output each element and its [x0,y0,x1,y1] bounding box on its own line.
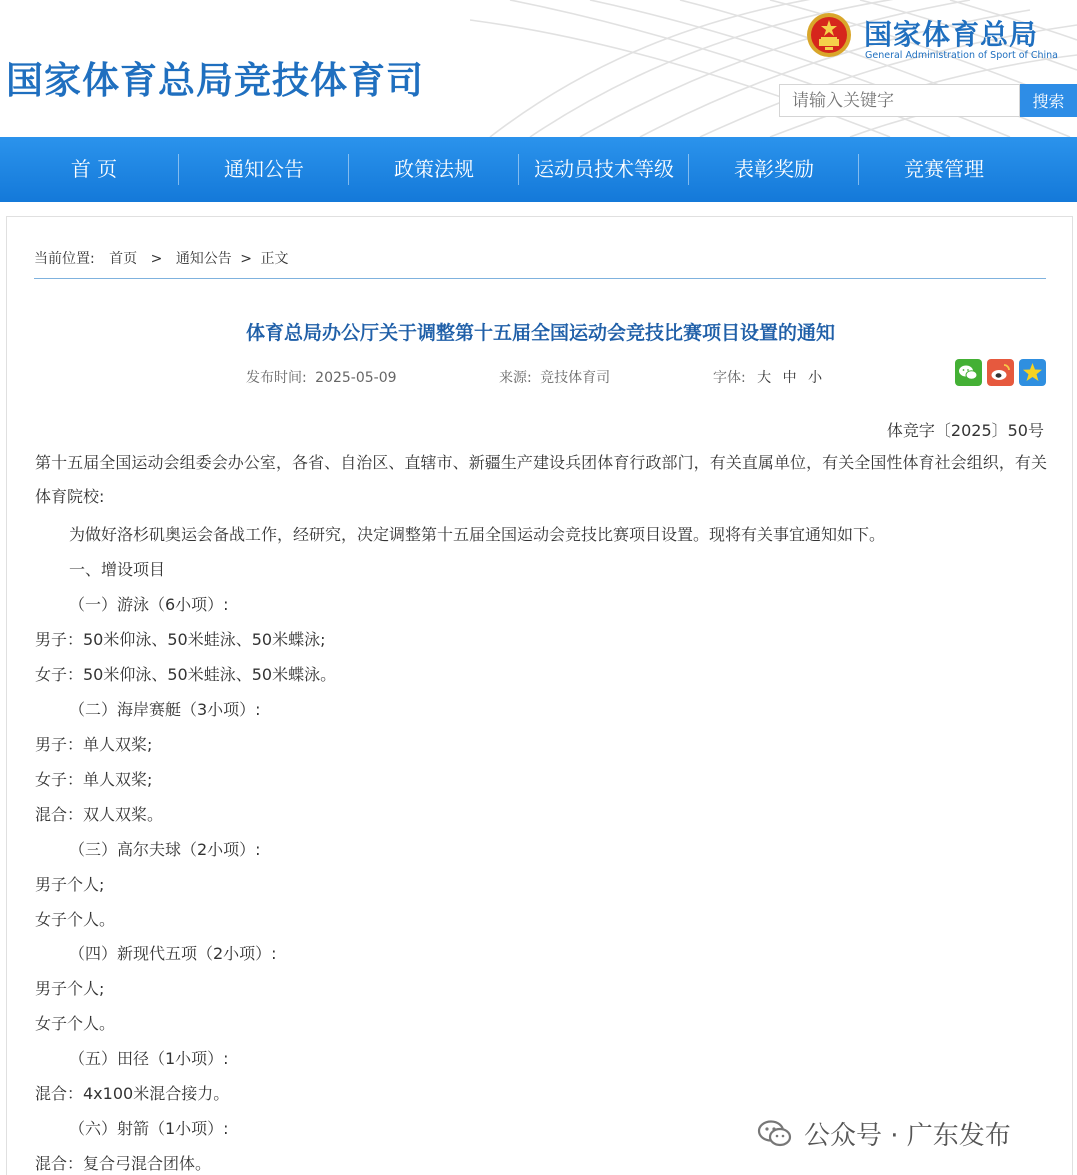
font-size-large[interactable]: 大 [757,370,772,386]
publish-date-label: 发布时间: [246,370,307,386]
font-size-label: 字体: [713,370,746,386]
breadcrumb-current: 正文 [260,251,289,267]
item-heading: （四）新现代五项（2小项）: [69,944,277,963]
watermark-text: 公众号 · 广东发布 [804,1120,1011,1151]
main-nav [0,137,1077,202]
item-line: 男子：单人双桨; [35,735,153,754]
breadcrumb-home[interactable]: 首页 [109,251,138,267]
nav-item-notices[interactable]: 通知公告 [179,137,349,202]
font-size-medium[interactable]: 中 [782,370,797,386]
item-heading: （一）游泳（6小项）: [69,595,229,614]
site-title[interactable]: 国家体育总局竞技体育司 [6,59,424,102]
item-line: 女子个人。 [35,910,116,929]
item-heading: （六）射箭（1小项）: [69,1119,229,1138]
source-label: 来源: [499,370,532,386]
item-line: 女子：50米仰泳、50米蛙泳、50米蝶泳。 [35,665,337,684]
item-heading: （五）田径（1小项）: [69,1049,229,1068]
share-weibo-icon[interactable] [987,359,1014,386]
nav-item-awards[interactable]: 表彰奖励 [689,137,859,202]
addressees-paragraph: 第十五届全国运动会组委会办公室，各省、自治区、直辖市、新疆生产建设兵团体育行政部门，有关直属单位，有关全国性体育社会组织，有关体育院校: [35,453,1047,506]
nav-item-competition-management[interactable]: 竞赛管理 [904,157,984,181]
item-heading: （二）海岸赛艇（3小项）: [69,700,261,719]
national-emblem-icon [806,12,852,58]
search-button[interactable]: 搜索 [1020,84,1077,117]
article-title: 体育总局办公厅关于调整第十五届全国运动会竞技比赛项目设置的通知 [245,322,835,344]
document-number: 体竞字〔2025〕50号 [886,421,1044,440]
section-heading: 一、增设项目 [69,560,166,579]
breadcrumb-notices[interactable]: 通知公告 [175,251,232,267]
article-source [499,367,610,387]
breadcrumb-prefix: 当前位置: [34,251,95,267]
nav-item-home[interactable]: 首 页 [9,137,179,202]
breadcrumb-divider [34,278,1046,279]
watermark [756,1116,1011,1150]
source-value: 竞技体育司 [540,370,611,386]
breadcrumb-separator: > [240,251,252,267]
item-line: 女子个人。 [35,1014,116,1033]
share-favorite-icon[interactable] [1019,359,1046,386]
nav-item-policies[interactable]: 政策法规 [349,137,519,202]
item-line: 混合：复合弓混合团体。 [35,1154,212,1173]
breadcrumb [34,248,288,268]
item-line: 混合：双人双桨。 [35,805,164,824]
item-line: 男子个人; [35,979,105,998]
item-line: 男子个人; [35,875,105,894]
search-input[interactable] [779,84,1020,117]
breadcrumb-separator: > [150,251,163,267]
font-size-controls [713,367,822,387]
publish-date [246,367,397,387]
article-container [6,216,1073,1175]
intro-paragraph: 为做好洛杉矶奥运会备战工作，经研究，决定调整第十五届全国运动会竞技比赛项目设置。现将有关事宜通知如下。 [69,525,886,544]
item-line: 女子：单人双桨; [35,770,153,789]
brand-name-en: General Administration of Sport of China [865,50,1059,61]
item-line: 男子：50米仰泳、50米蛙泳、50米蝶泳; [35,630,326,649]
publish-date-value: 2025-05-09 [315,370,397,386]
site-header [0,0,1077,137]
item-line: 混合：4x100米混合接力。 [35,1084,230,1103]
nav-item-athlete-grades[interactable]: 运动员技术等级 [519,137,689,202]
wechat-official-account-icon [756,1118,794,1148]
font-size-small[interactable]: 小 [808,370,823,386]
item-heading: （三）高尔夫球（2小项）: [69,840,261,859]
share-wechat-icon[interactable] [955,359,982,386]
brand-name-cn[interactable]: 国家体育总局 [864,18,1039,51]
